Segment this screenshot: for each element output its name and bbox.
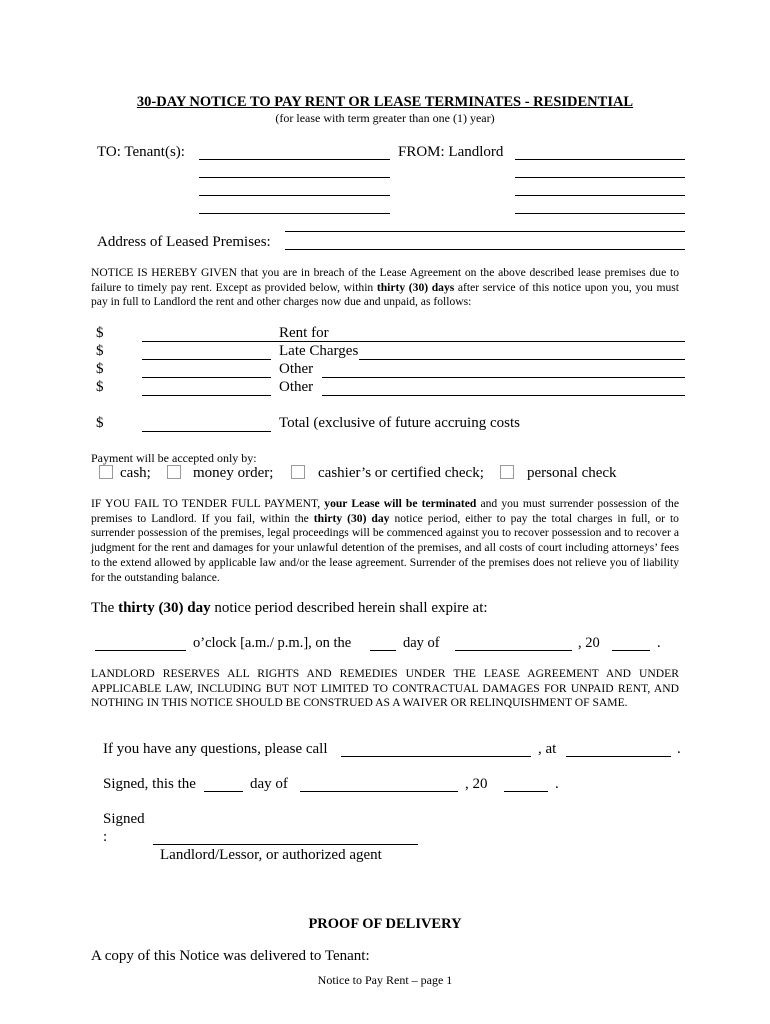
- personal-check-option-label: personal check: [527, 465, 617, 481]
- expire-suffix: notice period described herein shall expire at:: [210, 600, 488, 616]
- expire-day-field[interactable]: [370, 650, 396, 651]
- reserves-paragraph: LANDLORD RESERVES ALL RIGHTS AND REMEDIES UNDER THE LEASE AGREEMENT AND UNDER APPLICABLE LAW, INCLUDING BUT NOT LIMITED TO CONTRACTUAL DAMAGES FOR UNPAID RENT, AND NOTHING IN THIS NOTICE SHOULD BE CONSTRUED AS A WAIVER OR RELINQUISHMENT OF SAME.: [91, 667, 679, 710]
- expire-bold-days: thirty (30) day: [118, 600, 211, 616]
- other1-detail-field[interactable]: [322, 377, 685, 378]
- total-label: Total (exclusive of future accruing costs: [279, 415, 520, 431]
- cash-option-label: cash;: [120, 465, 151, 481]
- oclock-label: o’clock [a.m./ p.m.], on the: [193, 635, 352, 651]
- tenant-name-field-4[interactable]: [199, 213, 390, 214]
- expire-statement: [91, 600, 488, 617]
- signed-month-field[interactable]: [300, 791, 458, 792]
- failure-paragraph: [91, 497, 679, 585]
- tenant-name-field-1[interactable]: [199, 159, 390, 160]
- fail-text-3: notice period, either to pay the total charges in full, or to surrender possession of the premises, legal proceedings will be commenced against you to recover possession and to recover a judgment for the rent and damages for your unlawful detention of the premises, and all costs of court including attorneys’ fees to the extend allowed by applicable law and/or the lease agreement. Surrender of the premises does not relieve you of liability for the outstanding balance.: [91, 511, 679, 584]
- notice-text-1: NOTICE IS HEREBY GIVEN that you are in breach of the Lease Agreement on the above described lease premises due to failure to timely pay rent. Except as provided below, within: [91, 266, 679, 294]
- questions-period: .: [677, 741, 681, 757]
- landlord-name-field-3[interactable]: [515, 195, 685, 196]
- cash-checkbox[interactable]: [99, 465, 113, 479]
- late-amount-field[interactable]: [142, 359, 271, 360]
- money-order-checkbox[interactable]: [167, 465, 181, 479]
- payment-heading: Payment will be accepted only by:: [91, 451, 257, 465]
- notice-text-2: after service of this notice upon you, you must pay in full to Landlord the rent and other charges now due and unpaid, as follows:: [91, 280, 679, 309]
- other2-label: Other: [279, 379, 314, 395]
- document-title: 30-DAY NOTICE TO PAY RENT OR LEASE TERMINATES - RESIDENTIAL: [136, 94, 634, 110]
- personal-check-checkbox[interactable]: [500, 465, 514, 479]
- contact-name-field[interactable]: [341, 756, 531, 757]
- questions-at-label: , at: [538, 741, 557, 757]
- fail-bold-days: thirty (30) day: [313, 511, 390, 525]
- expire-period: .: [657, 635, 661, 651]
- other2-detail-field[interactable]: [322, 395, 685, 396]
- money-order-option-label: money order;: [193, 465, 274, 481]
- landlord-label: FROM: Landlord: [398, 144, 504, 160]
- signature-colon: :: [103, 829, 108, 845]
- notice-paragraph: [91, 266, 679, 310]
- fail-bold-terminated: your Lease will be terminated: [324, 497, 477, 510]
- landlord-name-field-1[interactable]: [515, 159, 685, 160]
- fail-text-1: IF YOU FAIL TO TENDER FULL PAYMENT,: [91, 497, 325, 510]
- rent-label: Rent for: [279, 325, 329, 341]
- expire-year-field[interactable]: [612, 650, 650, 651]
- signature-label: Signed: [103, 811, 145, 827]
- dollar-sign-rent: $: [96, 325, 104, 341]
- address-field-1[interactable]: [285, 231, 685, 232]
- signature-field[interactable]: [153, 844, 418, 845]
- dollar-sign-total: $: [96, 415, 104, 431]
- proof-heading: PROOF OF DELIVERY: [308, 916, 462, 932]
- total-amount-field[interactable]: [142, 431, 271, 432]
- expire-month-field[interactable]: [455, 650, 572, 651]
- signed-day-of-label: day of: [250, 776, 288, 792]
- other1-label: Other: [279, 361, 314, 377]
- tenant-label: TO: Tenant(s):: [97, 144, 185, 160]
- expire-day-of-label: day of: [403, 635, 440, 651]
- proof-text: A copy of this Notice was delivered to Tenant:: [91, 948, 370, 964]
- expire-time-field[interactable]: [95, 650, 186, 651]
- dollar-sign-other-1: $: [96, 361, 104, 377]
- signed-date-label: Signed, this the: [103, 776, 196, 792]
- cashiers-check-checkbox[interactable]: [291, 465, 305, 479]
- fail-text-2: and you must surrender possession of the premises to Landlord. If you fail, within the: [91, 497, 680, 525]
- rent-amount-field[interactable]: [142, 341, 271, 342]
- other1-amount-field[interactable]: [142, 377, 271, 378]
- notice-bold-days: thirty (30) days: [376, 280, 455, 294]
- late-charges-detail-field[interactable]: [359, 359, 685, 360]
- landlord-name-field-4[interactable]: [515, 213, 685, 214]
- expire-prefix: The: [91, 600, 119, 616]
- expire-year-prefix: , 20: [578, 635, 600, 651]
- dollar-sign-late: $: [96, 343, 104, 359]
- late-charges-label: Late Charges: [279, 343, 359, 359]
- rent-period-field[interactable]: [271, 341, 685, 342]
- signature-caption: Landlord/Lessor, or authorized agent: [160, 847, 382, 863]
- tenant-name-field-2[interactable]: [199, 177, 390, 178]
- address-label: Address of Leased Premises:: [97, 234, 271, 250]
- signed-period: .: [555, 776, 559, 792]
- signed-year-prefix: , 20: [465, 776, 488, 792]
- address-field-2[interactable]: [285, 249, 685, 250]
- tenant-name-field-3[interactable]: [199, 195, 390, 196]
- cashiers-check-option-label: cashier’s or certified check;: [318, 465, 484, 481]
- questions-label: If you have any questions, please call: [103, 741, 328, 757]
- page-footer: Notice to Pay Rent – page 1: [317, 973, 453, 987]
- signed-year-field[interactable]: [504, 791, 548, 792]
- landlord-name-field-2[interactable]: [515, 177, 685, 178]
- dollar-sign-other-2: $: [96, 379, 104, 395]
- other2-amount-field[interactable]: [142, 395, 271, 396]
- document-subtitle: (for lease with term greater than one (1) year): [275, 111, 495, 125]
- signed-day-field[interactable]: [204, 791, 243, 792]
- contact-phone-field[interactable]: [566, 756, 671, 757]
